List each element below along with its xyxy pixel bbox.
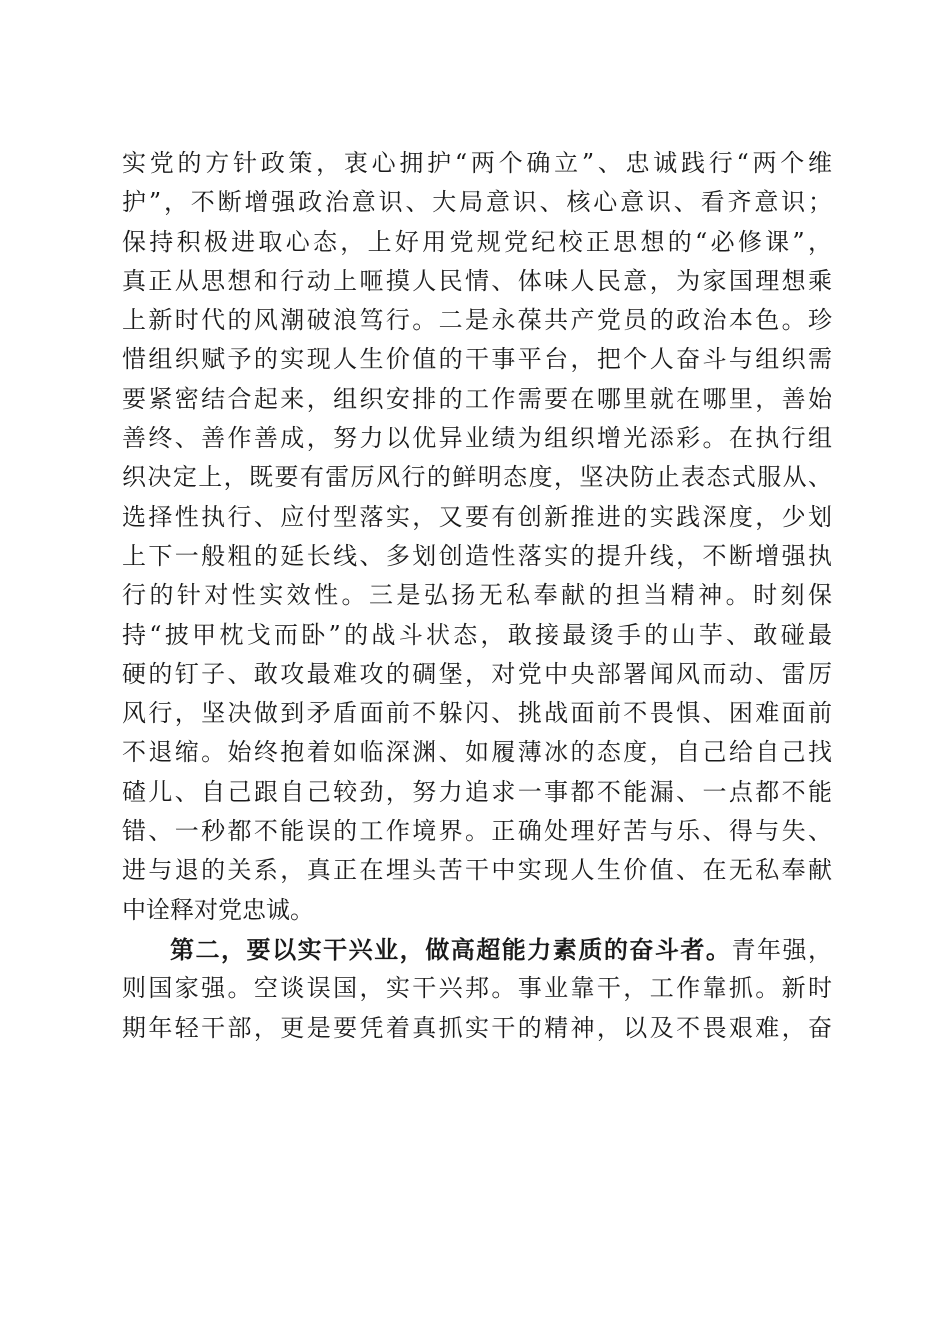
text-line: 硬的钉子、敢攻最难攻的碉堡，对党中央部署闻风而动、雷厉 <box>122 659 832 688</box>
text-line: 善终、善作善成，努力以优异业绩为组织增光添彩。在执行组 <box>122 424 832 453</box>
text-line: 行的针对性实效性。三是弘扬无私奉献的担当精神。时刻保 <box>122 581 832 610</box>
text-line: 风行，坚决做到矛盾面前不躲闪、挑战面前不畏惧、困难面前 <box>122 699 832 728</box>
section-heading: 第二，要以实干兴业，做高超能力素质的奋斗者。 <box>170 934 732 964</box>
body-text <box>122 144 832 1048</box>
text-line: 真正从思想和行动上咂摸人民情、体味人民意，为家国理想乘 <box>122 266 832 295</box>
text-line: 实党的方针政策，衷心拥护“两个确立”、忠诚践行“两个维 <box>122 149 832 177</box>
text-line: 选择性执行、应付型落实，又要有创新推进的实践深度，少划 <box>122 502 832 531</box>
paragraph-end-line: 中诠释对党忠诚。 <box>122 895 314 924</box>
text-line: 进与退的关系，真正在埋头苦干中实现人生价值、在无私奉献 <box>122 856 832 885</box>
text-line: 保持积极进取心态，上好用党规党纪校正思想的“必修课”， <box>122 227 832 256</box>
text-line: 护”，不断增强政治意识、大局意识、核心意识、看齐意识； <box>122 188 832 217</box>
text-line: 则国家强。空谈误国，实干兴邦。事业靠干，工作靠抓。新时 <box>122 974 832 1003</box>
text-line: 要紧密结合起来，组织安排的工作需要在哪里就在哪里，善始 <box>122 384 832 413</box>
text-line: 错、一秒都不能误的工作境界。正确处理好苦与乐、得与失、 <box>122 817 832 846</box>
text-line: 碴儿、自己跟自己较劲，努力追求一事都不能漏、一点都不能 <box>122 777 832 806</box>
text-line: 持“披甲枕戈而卧”的战斗状态，敢接最烫手的山芋、敢碰最 <box>122 620 832 649</box>
text-line: 上新时代的风潮破浪笃行。二是永葆共产党员的政治本色。珍 <box>122 306 832 335</box>
text-line: 织决定上，既要有雷厉风行的鲜明态度，坚决防止表态式服从、 <box>122 463 832 492</box>
section-lead-text: 青年强， <box>731 935 832 964</box>
section-heading-line <box>122 930 832 969</box>
text-line: 期年轻干部，更是要凭着真抓实干的精神，以及不畏艰难，奋 <box>122 1013 832 1042</box>
text-line: 上下一般粗的延长线、多划创造性落实的提升线，不断增强执 <box>122 541 832 570</box>
text-line: 不退缩。始终抱着如临深渊、如履薄冰的态度，自己给自己找 <box>122 738 832 767</box>
text-line: 惜组织赋予的实现人生价值的干事平台，把个人奋斗与组织需 <box>122 345 832 374</box>
